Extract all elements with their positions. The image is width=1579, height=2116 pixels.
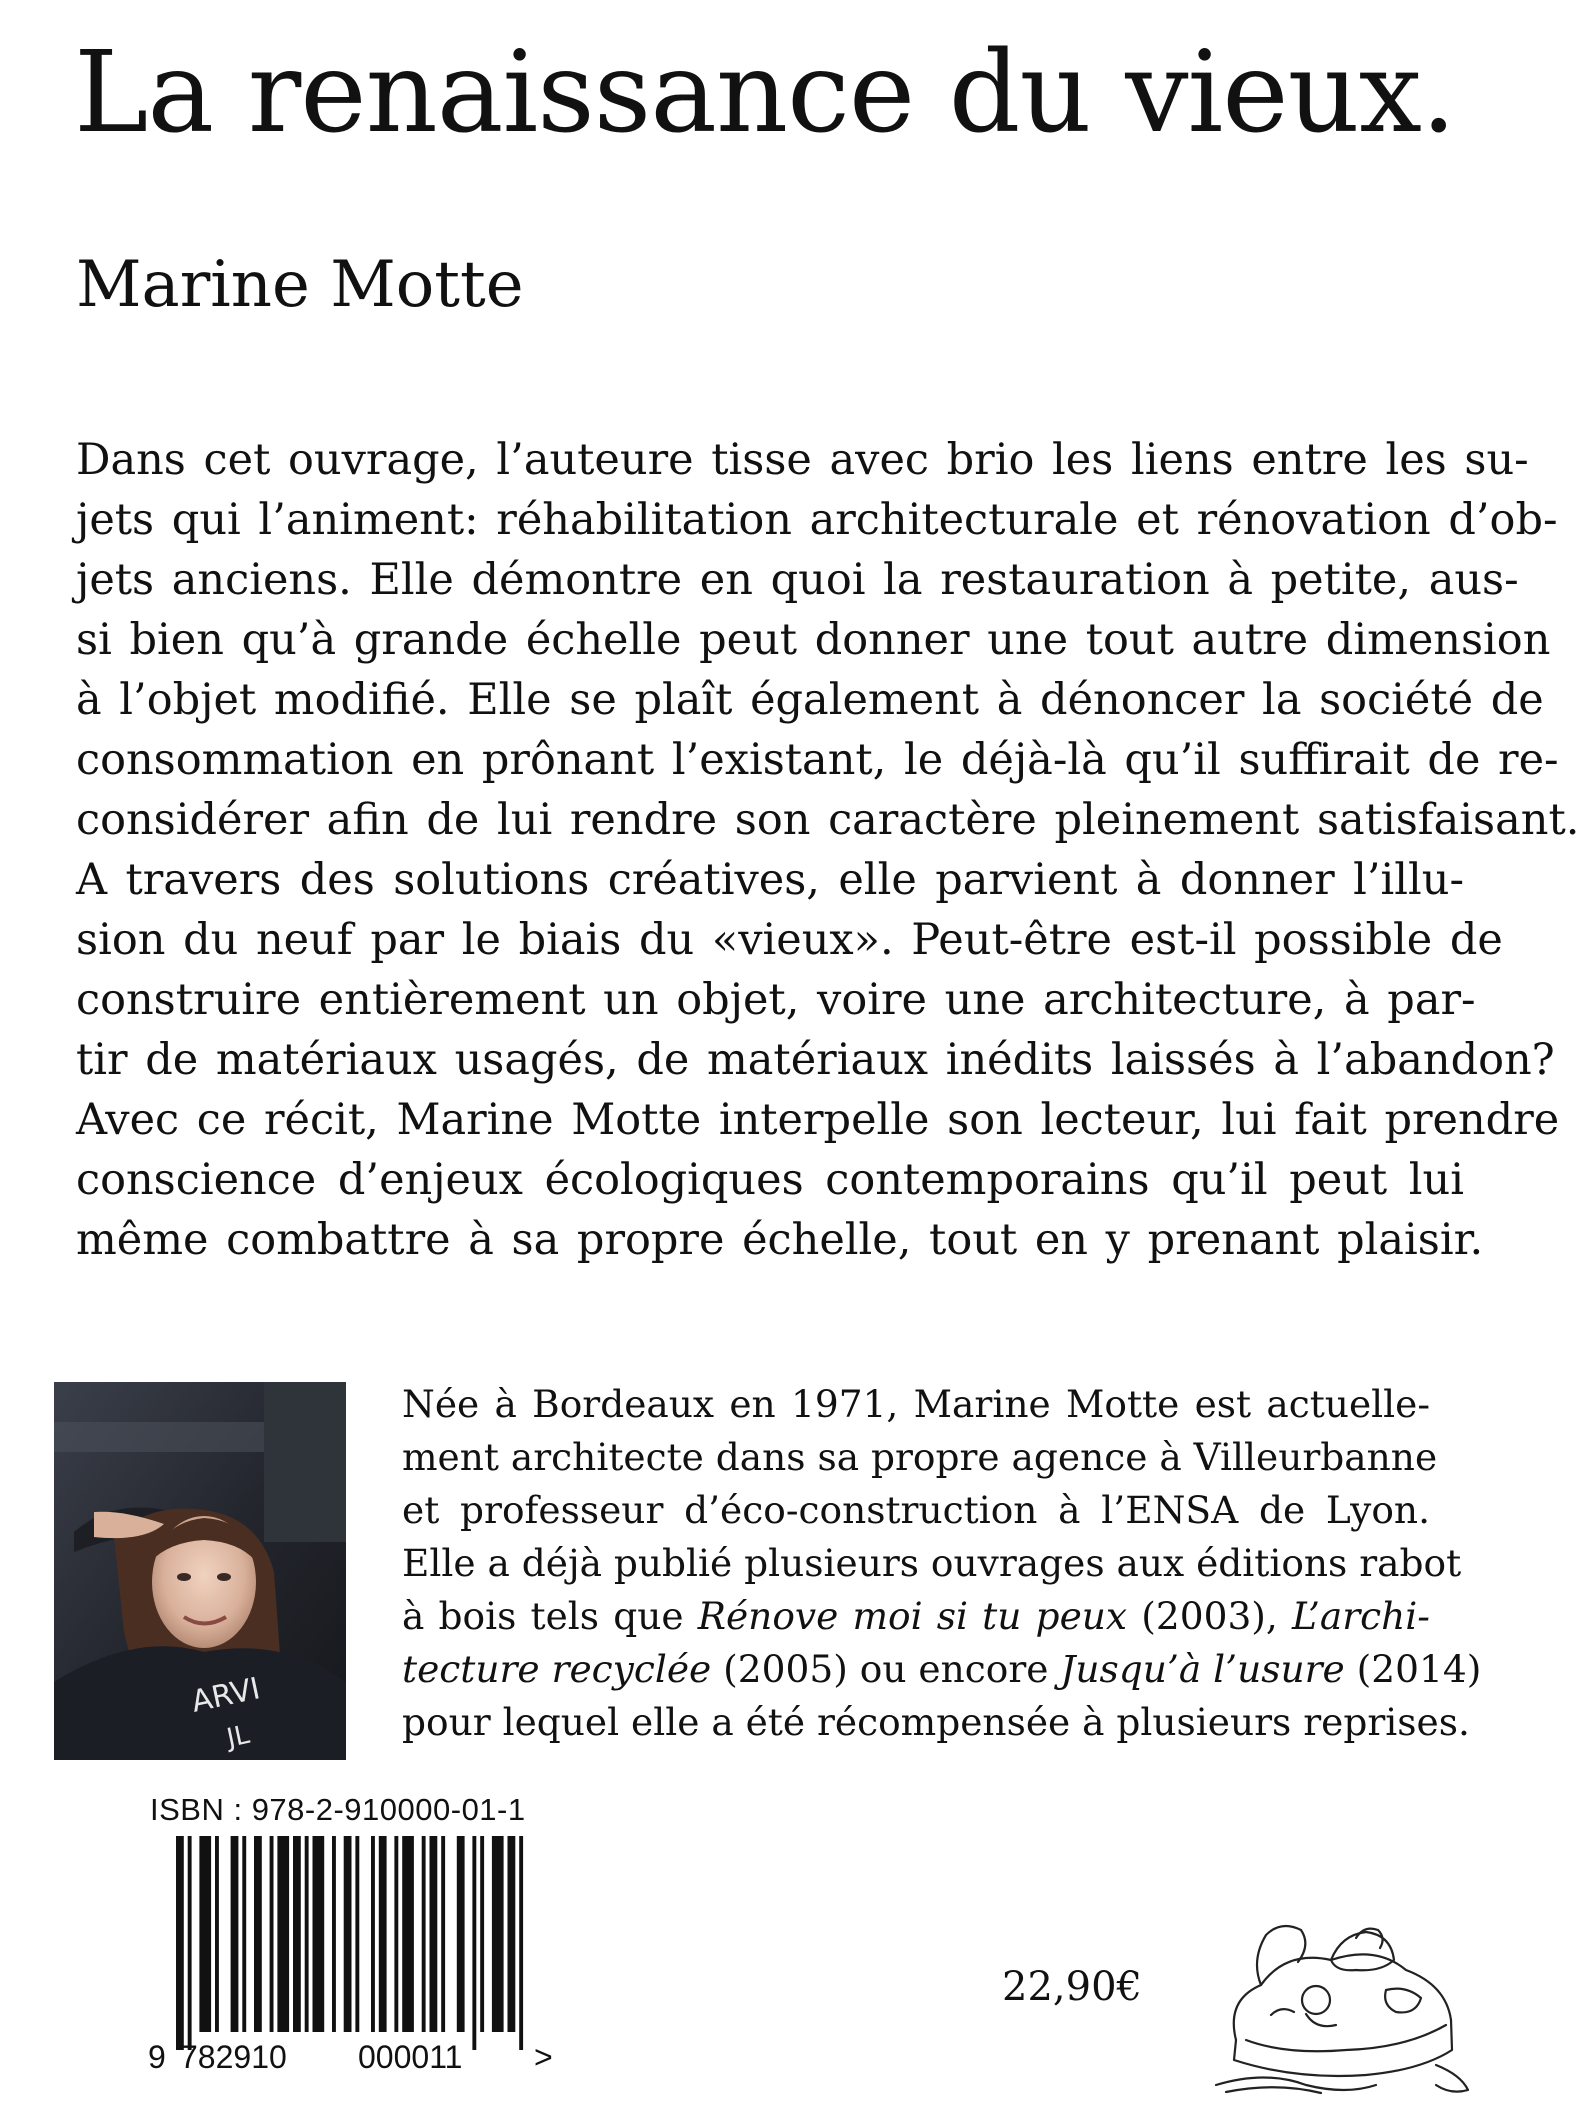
book-title: La renaissance du vieux. [74, 28, 1456, 158]
hand-plane-logo [1206, 1890, 1478, 2100]
bio-line: Née à Bordeaux en 1971, Marine Motte est actuelle- [402, 1382, 1430, 1426]
barcode-bar [293, 1836, 301, 2032]
synopsis-line: Dans cet ouvrage, l’auteure tisse avec brio les liens entre les su- [76, 435, 1529, 485]
book-title-renove: Rénove moi si tu peux [697, 1594, 1128, 1638]
synopsis-line: si bien qu’à grande échelle peut donner une tout autre dimension [76, 615, 1551, 665]
barcode-bar [402, 1836, 414, 2032]
barcode-bar [188, 1836, 192, 2050]
bio-line: ment architecte dans sa propre agence à Villeurbanne [402, 1435, 1438, 1479]
barcode-bar [199, 1836, 211, 2032]
bio-line: Elle a déjà publié plusieurs ouvrages aux éditions rabot [402, 1541, 1462, 1585]
barcode-bar [441, 1836, 445, 2032]
book-title-architecture-part2: tecture recyclée [402, 1647, 712, 1691]
barcode-bar [472, 1836, 476, 2050]
synopsis-line: Avec ce récit, Marine Motte interpelle son lecteur, lui fait prendre [76, 1095, 1560, 1145]
barcode-bar [457, 1836, 465, 2032]
barcode-bar [270, 1836, 274, 2032]
synopsis-line: conscience d’enjeux écologiques contemporains qu’il peut lui [76, 1155, 1464, 1205]
bio-line [402, 1643, 1482, 1696]
synopsis-line: jets anciens. Elle démontre en quoi la restauration à petite, aus- [76, 555, 1519, 605]
bio-text: (2005) ou encore [711, 1647, 1061, 1691]
bio-line [402, 1590, 1430, 1643]
barcode-bar [313, 1836, 325, 2032]
barcode-bar [305, 1836, 309, 2032]
synopsis-line: sion du neuf par le biais du «vieux». Peut-être est-il possible de [76, 915, 1503, 965]
barcode-bar [355, 1836, 359, 2032]
book-title-usure: Jusqu’à l’usure [1060, 1647, 1345, 1691]
synopsis-line: considérer afin de lui rendre son caractère pleinement satisfaisant. [76, 795, 1579, 845]
price: 22,90€ [1002, 1964, 1142, 2010]
author-photo [54, 1382, 346, 1760]
barcode-bar [231, 1836, 239, 2032]
barcode-bar [176, 1836, 184, 2050]
barcode-bars [176, 1836, 523, 2050]
barcode-bar [422, 1836, 426, 2032]
synopsis-line: consommation en prônant l’existant, le déjà-là qu’il suffirait de re- [76, 735, 1559, 785]
barcode-bar [519, 1836, 523, 2050]
barcode-bar [430, 1836, 438, 2032]
synopsis-line: même combattre à sa propre échelle, tout en y prenant plaisir. [76, 1215, 1484, 1265]
barcode-digits-left: 782910 [180, 2039, 287, 2075]
bio-text: à bois tels que [402, 1594, 698, 1638]
synopsis-line: construire entièrement un objet, voire une architecture, à par- [76, 975, 1476, 1025]
isbn-label: ISBN : 978-2-910000-01-1 [150, 1792, 526, 1827]
barcode-bar [242, 1836, 246, 2032]
bio-line: pour lequel elle a été récompensée à plusieurs reprises. [402, 1700, 1470, 1744]
svg-text:ARVI: ARVI [188, 1671, 264, 1720]
author-name: Marine Motte [76, 248, 524, 322]
synopsis-line: à l’objet modifié. Elle se plaît également à dénoncer la société de [76, 675, 1544, 725]
svg-text:JL: JL [224, 1719, 253, 1754]
barcode-bar [344, 1836, 352, 2032]
barcode-bar [394, 1836, 398, 2032]
barcode-bar [492, 1836, 504, 2032]
barcode-bar [480, 1836, 484, 2032]
barcode-digits-right: 000011 [358, 2039, 463, 2075]
barcode-bar [379, 1836, 387, 2032]
author-photo-image [54, 1382, 346, 1760]
isbn-barcode [146, 1836, 564, 2075]
barcode-bar [215, 1836, 219, 2032]
barcode-bar [277, 1836, 289, 2032]
barcode-bar [254, 1836, 262, 2032]
barcode-marker: > [534, 2039, 553, 2075]
bio-line: et professeur d’éco-construction à l’ENSA de Lyon. [402, 1488, 1430, 1532]
bio-text: (2014) [1344, 1647, 1482, 1691]
barcode-bar [332, 1836, 336, 2032]
barcode-bar [508, 1836, 516, 2032]
book-title-architecture-part1: L’archi- [1292, 1594, 1430, 1638]
synopsis-line: jets qui l’animent: réhabilitation architecturale et rénovation d’ob- [76, 495, 1558, 545]
barcode-bar [371, 1836, 375, 2032]
synopsis-line: tir de matériaux usagés, de matériaux inédits laissés à l’abandon? [76, 1035, 1555, 1085]
author-bio [402, 1378, 1482, 1749]
bio-text: (2003), [1127, 1594, 1293, 1638]
synopsis [76, 430, 1579, 1280]
barcode-digit-first: 9 [148, 2039, 166, 2075]
synopsis-line: A travers des solutions créatives, elle parvient à donner l’illu- [76, 855, 1464, 905]
